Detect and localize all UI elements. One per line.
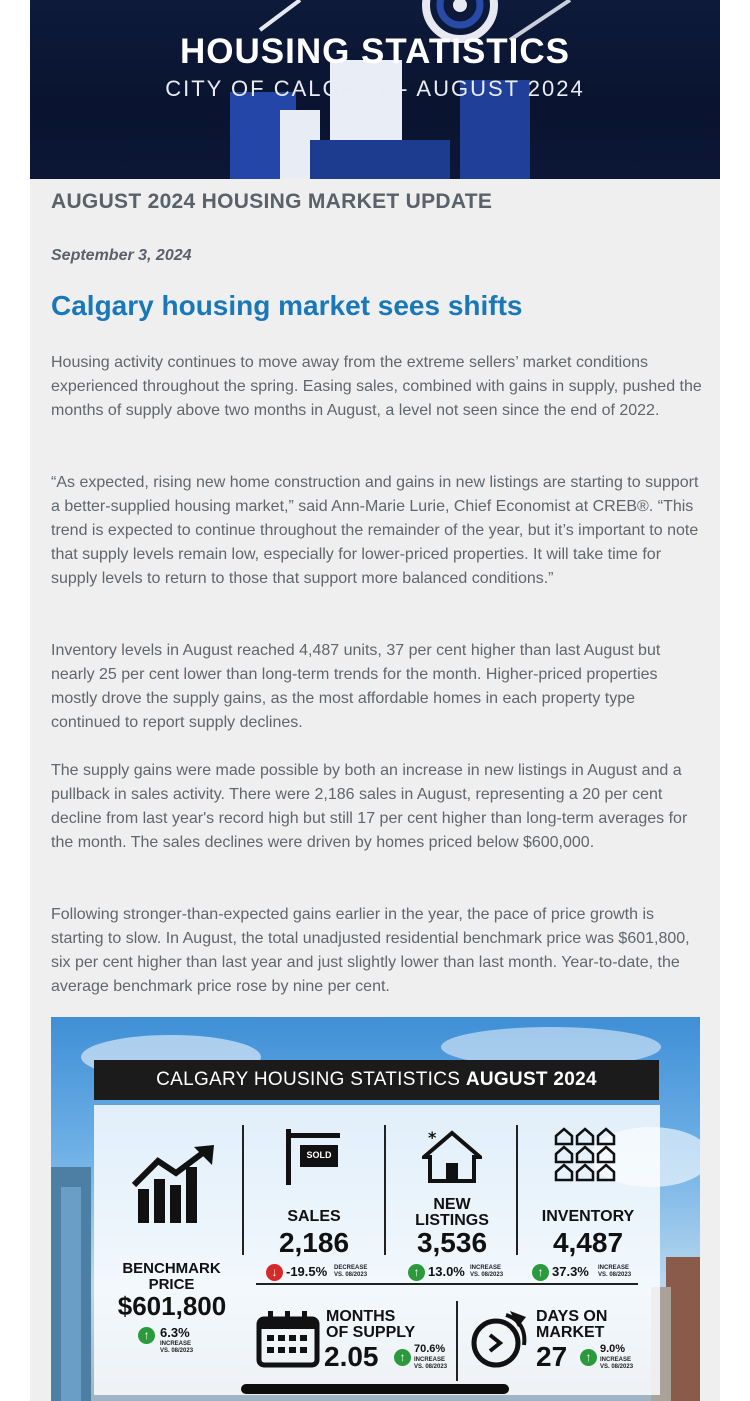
inventory-value: 4,487 bbox=[552, 1227, 624, 1258]
new-listings-label-line1: NEW bbox=[433, 1196, 471, 1213]
divider bbox=[456, 1301, 458, 1381]
rising-chart-icon bbox=[130, 1145, 220, 1225]
days-on-market-change: 9.0% bbox=[600, 1343, 626, 1355]
decrease-arrow-icon: ↓ bbox=[266, 1264, 283, 1281]
benchmark-note-line1: INCREASE bbox=[160, 1341, 192, 1347]
new-listings-note-line1: INCREASE bbox=[470, 1265, 502, 1271]
increase-arrow-icon: ↑ bbox=[408, 1264, 425, 1281]
days-on-market-note bbox=[600, 1357, 633, 1371]
banner-title: HOUSING STATISTICS bbox=[179, 32, 571, 71]
paragraph-3: Inventory levels in August reached 4,487 units, 37 per cent higher than last August but nearly 25 per cent lower than long-term trends for the month. Higher-priced properties mostly drove the supply gains, as the most affordable homes in each property type continued to report supply declines. bbox=[51, 642, 661, 731]
new-listings-label-line2: LISTINGS bbox=[415, 1212, 489, 1229]
days-on-market-note-line2: VS. 08/2023 bbox=[600, 1364, 634, 1370]
housing-statistics-infographic bbox=[51, 1017, 700, 1401]
paragraph-4: The supply gains were made possible by both an increase in new listings in August and a pullback in sales activity. There were 2,186 sales in August, representing a 20 per cent decline from last year's record high but still 17 per cent higher than long-term averages for the month. The sales declines were driven by homes priced below $600,000. bbox=[51, 762, 688, 851]
increase-arrow-icon: ↑ bbox=[580, 1349, 597, 1366]
benchmark-label-line2: PRICE bbox=[148, 1276, 195, 1293]
sales-note-line1: DECREASE bbox=[334, 1265, 368, 1271]
months-supply-note-line1: INCREASE bbox=[414, 1357, 446, 1363]
months-supply-note-line2: VS. 08/2023 bbox=[414, 1364, 448, 1370]
inventory-note-line2: VS. 08/2023 bbox=[598, 1272, 632, 1278]
divider bbox=[384, 1125, 386, 1255]
increase-arrow-icon: ↑ bbox=[138, 1327, 155, 1344]
months-supply-value: 2.05 bbox=[324, 1341, 379, 1372]
benchmark-label bbox=[104, 1261, 239, 1293]
house-icon bbox=[422, 1129, 482, 1187]
benchmark-note-line2: VS. 08/2023 bbox=[160, 1348, 194, 1354]
months-supply-change: 70.6% bbox=[414, 1343, 446, 1355]
infographic-title-month: AUGUST 2024 bbox=[465, 1069, 597, 1090]
sold-sign-label: SOLD bbox=[306, 1150, 332, 1160]
benchmark-change: 6.3% bbox=[160, 1325, 190, 1340]
section-heading: AUGUST 2024 HOUSING MARKET UPDATE bbox=[51, 190, 493, 213]
inventory-note bbox=[598, 1265, 631, 1279]
benchmark-note bbox=[160, 1341, 193, 1355]
sales-change: -19.5% bbox=[286, 1264, 328, 1279]
paragraph-1: Housing activity continues to move away from the extreme sellers’ market conditions experienced throughout the spring. Easing sales, combined with gains in supply, pushed the months of supply above two months in August, a level not seen since the end of 2022. bbox=[51, 354, 702, 419]
header-banner bbox=[30, 0, 720, 179]
months-supply-note bbox=[414, 1357, 447, 1371]
new-listings-value: 3,536 bbox=[416, 1227, 488, 1258]
new-listings-change: 13.0% bbox=[428, 1264, 465, 1279]
increase-arrow-icon: ↑ bbox=[532, 1264, 549, 1281]
sales-label: SALES bbox=[287, 1208, 341, 1225]
divider bbox=[256, 1283, 638, 1285]
sales-note-line2: VS. 08/2023 bbox=[334, 1272, 368, 1278]
article-headline: Calgary housing market sees shifts bbox=[51, 290, 523, 321]
months-supply-label-line2: OF SUPPLY bbox=[326, 1324, 416, 1341]
new-listings-note-line2: VS. 08/2023 bbox=[470, 1272, 504, 1278]
days-on-market-label-line1: DAYS ON bbox=[536, 1308, 608, 1325]
new-listings-label bbox=[392, 1197, 512, 1229]
sales-note bbox=[334, 1265, 367, 1279]
sales-value: 2,186 bbox=[278, 1227, 350, 1258]
paragraph-5: Following stronger-than-expected gains earlier in the year, the pace of price growth is starting to slow. In August, the total unadjusted residential benchmark price was $601,800, six per cent higher than last year and just slightly lower than last month. Year-to-date, the average benchmark price rose by nine per cent. bbox=[51, 906, 690, 995]
days-on-market-label-line2: MARKET bbox=[536, 1324, 605, 1341]
days-on-market-note-line1: INCREASE bbox=[600, 1357, 632, 1363]
infographic-title: CALGARY HOUSING STATISTICS bbox=[156, 1069, 461, 1090]
new-listings-note bbox=[470, 1265, 503, 1279]
stats-panel bbox=[94, 1105, 660, 1395]
home-indicator[interactable] bbox=[241, 1384, 509, 1394]
newsletter-card bbox=[30, 0, 720, 1401]
stopwatch-speed-icon bbox=[466, 1309, 530, 1369]
svg-text:*: * bbox=[428, 1129, 437, 1147]
months-supply-label bbox=[326, 1309, 436, 1341]
calendar-icon bbox=[256, 1309, 320, 1369]
banner-subtitle: CITY OF CALGARY - AUGUST 2024 bbox=[165, 76, 585, 101]
houses-grid-icon bbox=[554, 1127, 616, 1183]
benchmark-label-line1: BENCHMARK bbox=[122, 1260, 221, 1277]
days-on-market-label bbox=[536, 1309, 646, 1341]
benchmark-value: $601,800 bbox=[117, 1291, 227, 1321]
inventory-change: 37.3% bbox=[552, 1264, 589, 1279]
increase-arrow-icon: ↑ bbox=[394, 1349, 411, 1366]
infographic-title-bar bbox=[94, 1060, 659, 1100]
inventory-note-line1: INCREASE bbox=[598, 1265, 630, 1271]
divider bbox=[516, 1125, 518, 1255]
paragraph-2: “As expected, rising new home construction and gains in new listings are starting to support a better-supplied housing market,” said Ann-Marie Lurie, Chief Economist at CREB®. “This trend is expected to continue throughout the remainder of the year, but it’s important to note that supply levels remain low, especially for lower-priced properties. It will take time for supply levels to return to those that support more balanced conditions.” bbox=[51, 474, 699, 587]
days-on-market-value: 27 bbox=[536, 1341, 568, 1372]
inventory-label: INVENTORY bbox=[541, 1208, 635, 1225]
divider bbox=[242, 1125, 244, 1255]
months-supply-label-line1: MONTHS bbox=[326, 1308, 396, 1325]
publish-date: September 3, 2024 bbox=[51, 247, 192, 264]
